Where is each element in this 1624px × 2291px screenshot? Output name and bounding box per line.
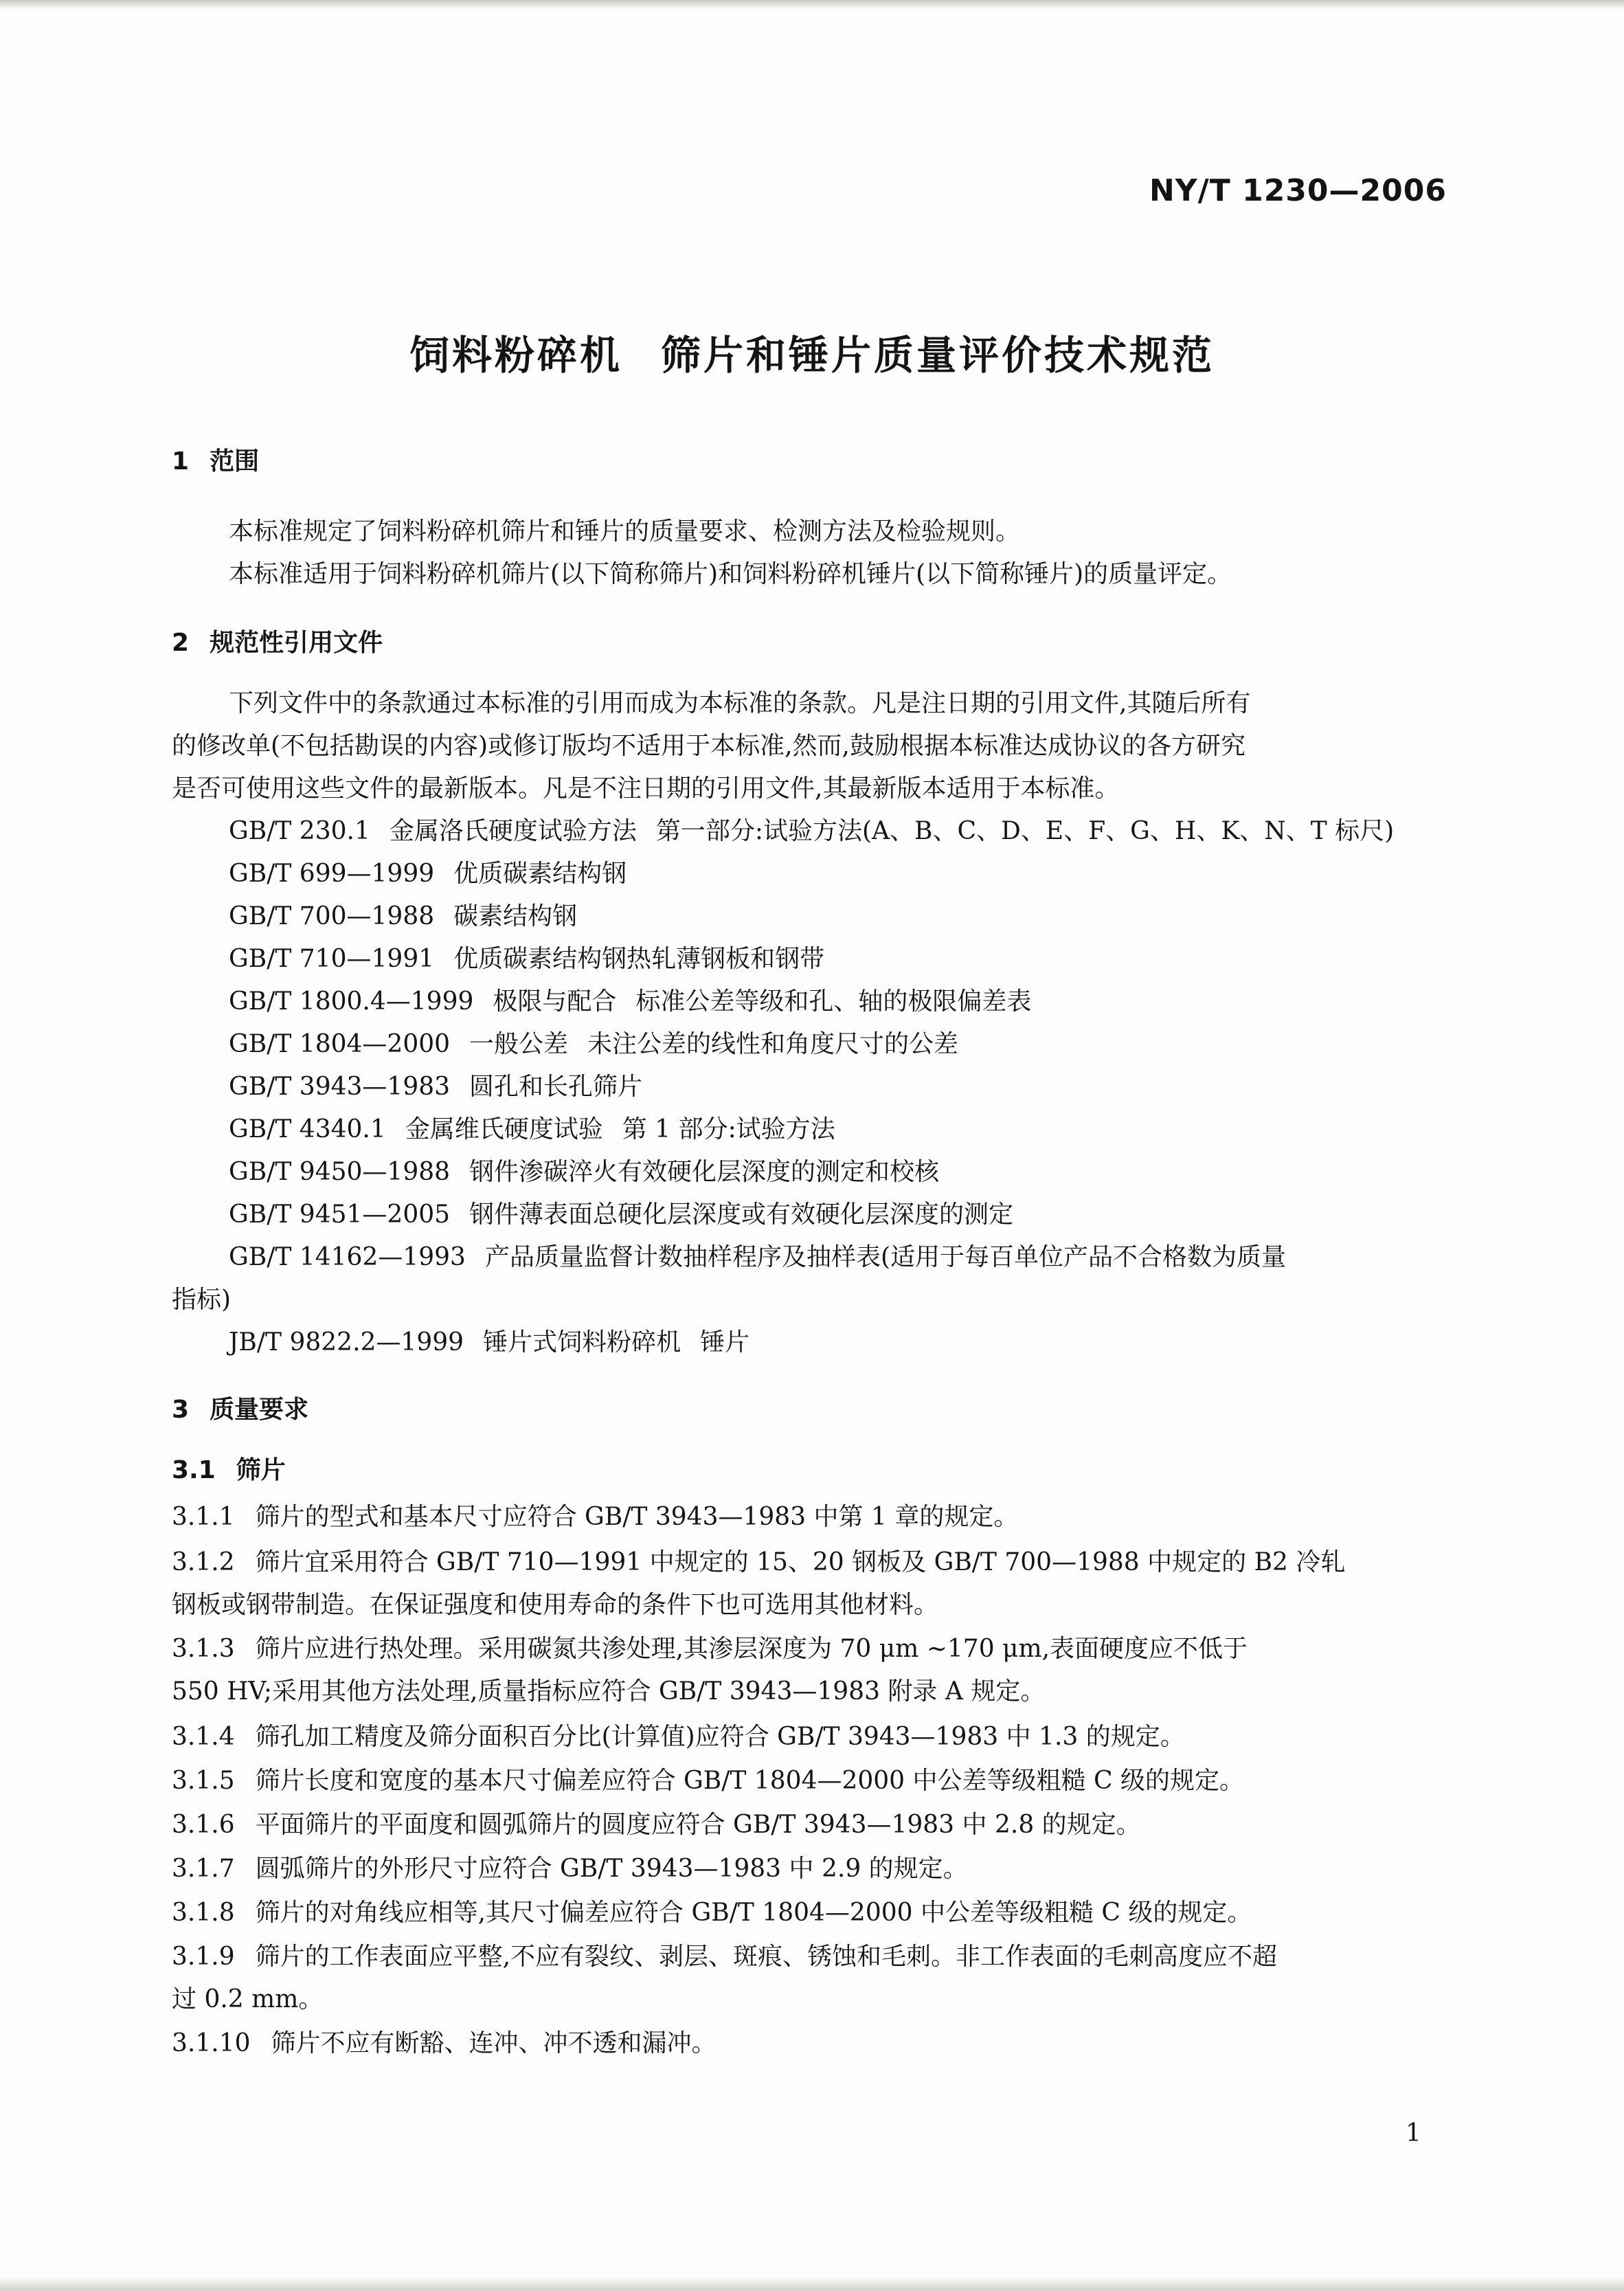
clause-3-1-2-cont: 钢板或钢带制造。在保证强度和使用寿命的条件下也可选用其他材料。 [172,1591,939,1619]
reference-item: JB/T 9822.2—1999 锤片式饲料粉碎机 锤片 [229,1328,750,1356]
page-number: 1 [1406,2119,1421,2147]
clause-3-1-5: 3.1.5 筛片长度和宽度的基本尺寸偏差应符合 GB/T 1804—2000 中公差等级粗糙 C 级的规定。 [172,1767,1244,1795]
reference-item: GB/T 14162—1993 产品质量监督计数抽样程序及抽样表(适用于每百单位产品不合格数为质量 [229,1243,1286,1271]
title-part1: 饲料粉碎机 [409,332,622,379]
section-1-para-2: 本标准适用于饲料粉碎机筛片(以下简称筛片)和饲料粉碎机锤片(以下简称锤片)的质量评定。 [229,560,1232,588]
section-1-para-1: 本标准规定了饲料粉碎机筛片和锤片的质量要求、检测方法及检验规则。 [229,517,1021,546]
reference-item: GB/T 4340.1 金属维氏硬度试验 第 1 部分:试验方法 [229,1115,835,1143]
reference-item: GB/T 9450—1988 钢件渗碳淬火有效硬化层深度的测定和校核 [229,1158,940,1186]
clause-3-1-4: 3.1.4 筛孔加工精度及筛分面积百分比(计算值)应符合 GB/T 3943—1983 中 1.3 的规定。 [172,1723,1185,1751]
document-title [0,323,1624,381]
reference-item: GB/T 1804—2000 一般公差 未注公差的线性和角度尺寸的公差 [229,1030,959,1058]
clause-3-1-9: 3.1.9 筛片的工作表面应平整,不应有裂纹、剥层、斑痕、锈蚀和毛刺。非工作表面的毛刺高度应不超 [172,1943,1278,1971]
clause-3-1-2: 3.1.2 筛片宜采用符合 GB/T 710—1991 中规定的 15、20 钢板及 GB/T 700—1988 中规定的 B2 冷轧 [172,1548,1346,1576]
clause-3-1-3-cont: 550 HV;采用其他方法处理,质量指标应符合 GB/T 3943—1983 附录 A 规定。 [172,1677,1046,1706]
reference-item: GB/T 700—1988 碳素结构钢 [229,902,578,930]
reference-item: GB/T 710—1991 优质碳素结构钢热轧薄钢板和钢带 [229,945,825,973]
section-1-heading: 1 范围 [172,447,260,476]
reference-item: GB/T 3943—1983 圆孔和长孔筛片 [229,1073,643,1101]
reference-continuation: 指标) [172,1286,232,1314]
reference-item: GB/T 230.1 金属洛氏硬度试验方法 第一部分:试验方法(A、B、C、D、E、F、G、H、K、N、T 标尺) [229,817,1395,845]
section-2-intro-line-3: 是否可使用这些文件的最新版本。凡是不注日期的引用文件,其最新版本适用于本标准。 [172,774,1120,803]
reference-item: GB/T 9451—2005 钢件薄表面总硬化层深度或有效硬化层深度的测定 [229,1200,1014,1229]
subsection-3-1-heading: 3.1 筛片 [172,1456,286,1484]
clause-3-1-9-cont: 过 0.2 mm。 [172,1985,324,2013]
title-part2: 筛片和锤片质量评价技术规范 [661,332,1215,379]
scan-edge-top [0,0,1624,10]
section-3-heading: 3 质量要求 [172,1396,309,1424]
section-2-heading: 2 规范性引用文件 [172,629,383,657]
clause-3-1-10: 3.1.10 筛片不应有断豁、连冲、冲不透和漏冲。 [172,2029,717,2057]
clause-3-1-8: 3.1.8 筛片的对角线应相等,其尺寸偏差应符合 GB/T 1804—2000 中公差等级粗糙 C 级的规定。 [172,1899,1252,1927]
clause-3-1-6: 3.1.6 平面筛片的平面度和圆弧筛片的圆度应符合 GB/T 3943—1983 中 2.8 的规定。 [172,1811,1141,1839]
clause-3-1-7: 3.1.7 圆弧筛片的外形尺寸应符合 GB/T 3943—1983 中 2.9 的规定。 [172,1855,968,1883]
clause-3-1-1: 3.1.1 筛片的型式和基本尺寸应符合 GB/T 3943—1983 中第 1 章的规定。 [172,1503,1019,1531]
section-2-intro-line-1: 下列文件中的条款通过本标准的引用而成为本标准的条款。凡是注日期的引用文件,其随后所有 [229,689,1251,717]
section-2-intro-line-2: 的修改单(不包括勘误的内容)或修订版均不适用于本标准,然而,鼓励根据本标准达成协议的各方研究 [172,732,1245,760]
reference-item: GB/T 1800.4—1999 极限与配合 标准公差等级和孔、轴的极限偏差表 [229,987,1032,1016]
standard-code: NY/T 1230—2006 [1149,173,1447,208]
clause-3-1-3: 3.1.3 筛片应进行热处理。采用碳氮共渗处理,其渗层深度为 70 μm ~170 μm,表面硬度应不低于 [172,1635,1248,1663]
reference-item: GB/T 699—1999 优质碳素结构钢 [229,860,627,888]
scan-edge-bottom [0,2277,1624,2291]
